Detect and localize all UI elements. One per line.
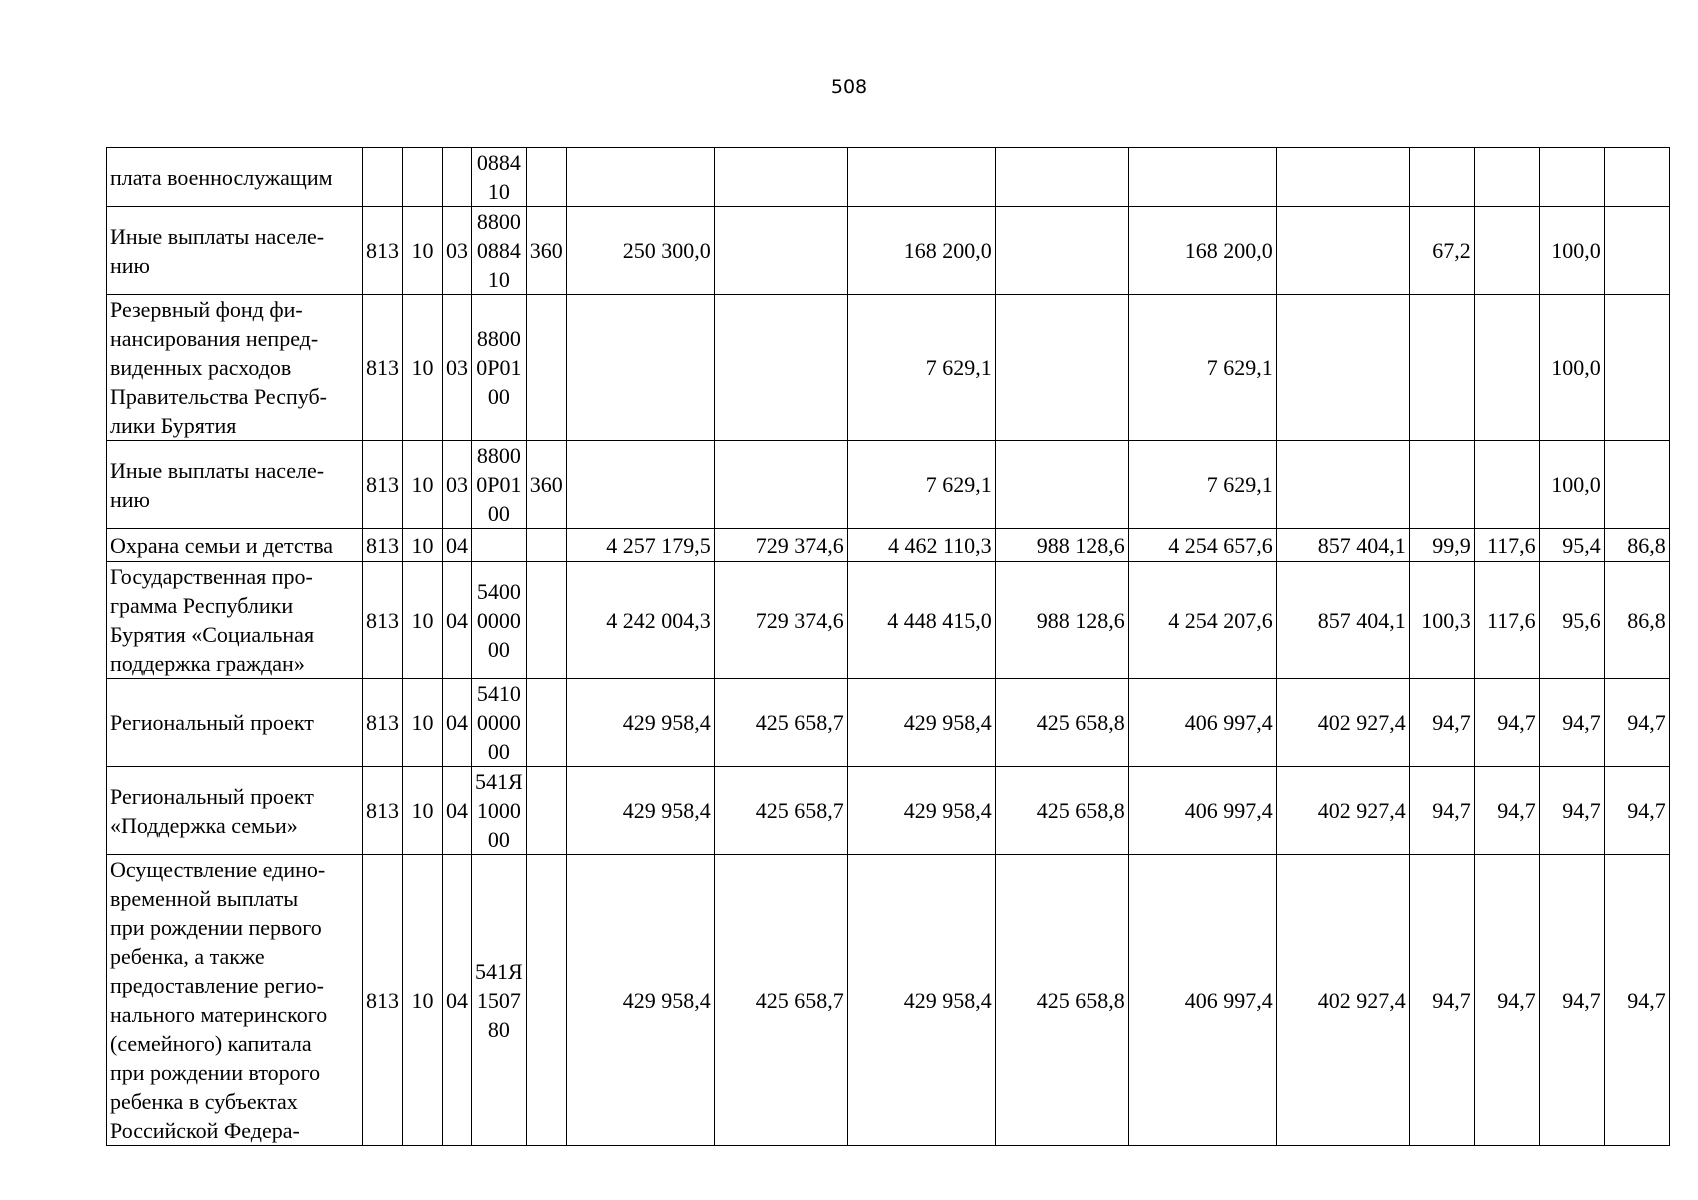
- target-article-code: 8800 0Р01 00: [472, 441, 527, 529]
- amount-1: [566, 441, 714, 529]
- amount-4: 425 658,8: [995, 679, 1128, 767]
- table-row: [107, 679, 1670, 767]
- expense-type-code: [526, 295, 566, 441]
- percent-1: 94,7: [1409, 679, 1474, 767]
- amount-1: 250 300,0: [566, 207, 714, 295]
- percent-3: 94,7: [1539, 767, 1604, 855]
- amount-4: [995, 295, 1128, 441]
- section-code: 10: [403, 295, 443, 441]
- section-code: 10: [403, 767, 443, 855]
- section-code: 10: [403, 441, 443, 529]
- amount-4: [995, 441, 1128, 529]
- amount-5: 406 997,4: [1128, 767, 1276, 855]
- percent-1: 100,3: [1409, 562, 1474, 679]
- expense-type-code: [526, 767, 566, 855]
- row-name: Резервный фонд фи- нансирования непред- виденных расходов Правительства Респуб- лики Бурятия: [107, 295, 363, 441]
- amount-5: 4 254 207,6: [1128, 562, 1276, 679]
- subsection-code: 04: [443, 562, 472, 679]
- grbs-code: 813: [363, 855, 403, 1146]
- row-name: Охрана семьи и детства: [107, 529, 363, 562]
- percent-3: [1539, 148, 1604, 207]
- amount-4: [995, 148, 1128, 207]
- amount-2: [714, 148, 847, 207]
- table-row: [107, 767, 1670, 855]
- percent-4: 86,8: [1604, 562, 1669, 679]
- amount-3: 4 448 415,0: [847, 562, 995, 679]
- target-article-code: [472, 529, 527, 562]
- amount-6: [1276, 295, 1409, 441]
- percent-4: [1604, 148, 1669, 207]
- subsection-code: 03: [443, 441, 472, 529]
- amount-2: [714, 295, 847, 441]
- amount-3: 168 200,0: [847, 207, 995, 295]
- amount-1: [566, 295, 714, 441]
- target-article-code: 8800 0Р01 00: [472, 295, 527, 441]
- target-article-code: 0884 10: [472, 148, 527, 207]
- table-row: [107, 207, 1670, 295]
- subsection-code: 03: [443, 207, 472, 295]
- amount-2: [714, 441, 847, 529]
- percent-3: 94,7: [1539, 679, 1604, 767]
- amount-1: 429 958,4: [566, 855, 714, 1146]
- row-name: Осуществление едино- временной выплаты при рождении первого ребенка, а также предоставление регио- нального материнского (семейного) капитала при рождении второго ребенка в субъектах Российской Федера-: [107, 855, 363, 1146]
- amount-6: [1276, 441, 1409, 529]
- table-row: [107, 148, 1670, 207]
- grbs-code: 813: [363, 441, 403, 529]
- amount-3: 429 958,4: [847, 767, 995, 855]
- table-row: [107, 295, 1670, 441]
- grbs-code: 813: [363, 295, 403, 441]
- grbs-code: 813: [363, 562, 403, 679]
- amount-5: 7 629,1: [1128, 441, 1276, 529]
- amount-3: [847, 148, 995, 207]
- expense-type-code: [526, 562, 566, 679]
- grbs-code: 813: [363, 207, 403, 295]
- table-row: [107, 529, 1670, 562]
- section-code: 10: [403, 207, 443, 295]
- amount-6: 857 404,1: [1276, 562, 1409, 679]
- subsection-code: 03: [443, 295, 472, 441]
- target-article-code: 8800 0884 10: [472, 207, 527, 295]
- amount-4: [995, 207, 1128, 295]
- percent-2: [1474, 148, 1539, 207]
- subsection-code: 04: [443, 767, 472, 855]
- percent-1: [1409, 441, 1474, 529]
- amount-1: 4 257 179,5: [566, 529, 714, 562]
- row-name: Региональный проект: [107, 679, 363, 767]
- amount-2: [714, 207, 847, 295]
- grbs-code: [363, 148, 403, 207]
- percent-4: 94,7: [1604, 679, 1669, 767]
- grbs-code: 813: [363, 529, 403, 562]
- section-code: 10: [403, 529, 443, 562]
- amount-1: 429 958,4: [566, 679, 714, 767]
- expense-type-code: [526, 529, 566, 562]
- percent-2: 117,6: [1474, 562, 1539, 679]
- subsection-code: 04: [443, 855, 472, 1146]
- section-code: 10: [403, 855, 443, 1146]
- row-name: Региональный проект «Поддержка семьи»: [107, 767, 363, 855]
- amount-1: 4 242 004,3: [566, 562, 714, 679]
- budget-table: [106, 147, 1670, 1146]
- percent-4: 94,7: [1604, 855, 1669, 1146]
- section-code: [403, 148, 443, 207]
- amount-3: 429 958,4: [847, 855, 995, 1146]
- percent-1: [1409, 148, 1474, 207]
- table-row: [107, 441, 1670, 529]
- amount-5: 168 200,0: [1128, 207, 1276, 295]
- amount-2: 729 374,6: [714, 562, 847, 679]
- percent-3: 100,0: [1539, 207, 1604, 295]
- subsection-code: 04: [443, 529, 472, 562]
- amount-1: [566, 148, 714, 207]
- amount-6: 402 927,4: [1276, 767, 1409, 855]
- percent-2: 94,7: [1474, 679, 1539, 767]
- amount-3: 4 462 110,3: [847, 529, 995, 562]
- amount-6: [1276, 148, 1409, 207]
- percent-2: 94,7: [1474, 767, 1539, 855]
- percent-1: 99,9: [1409, 529, 1474, 562]
- amount-5: 406 997,4: [1128, 855, 1276, 1146]
- amount-4: 425 658,8: [995, 855, 1128, 1146]
- amount-5: 406 997,4: [1128, 679, 1276, 767]
- expense-type-code: 360: [526, 207, 566, 295]
- target-article-code: 541Я 1000 00: [472, 767, 527, 855]
- amount-2: 425 658,7: [714, 679, 847, 767]
- percent-4: [1604, 295, 1669, 441]
- percent-1: 94,7: [1409, 767, 1474, 855]
- page-number: 508: [830, 76, 868, 98]
- percent-2: 94,7: [1474, 855, 1539, 1146]
- target-article-code: 5400 0000 00: [472, 562, 527, 679]
- amount-3: 429 958,4: [847, 679, 995, 767]
- row-name: Иные выплаты населе- нию: [107, 441, 363, 529]
- percent-4: [1604, 207, 1669, 295]
- row-name: Иные выплаты населе- нию: [107, 207, 363, 295]
- row-name: плата военнослужащим: [107, 148, 363, 207]
- grbs-code: 813: [363, 767, 403, 855]
- percent-3: 94,7: [1539, 855, 1604, 1146]
- percent-1: 94,7: [1409, 855, 1474, 1146]
- row-name: Государственная про- грамма Республики Бурятия «Социальная поддержка граждан»: [107, 562, 363, 679]
- amount-6: 402 927,4: [1276, 679, 1409, 767]
- amount-5: 7 629,1: [1128, 295, 1276, 441]
- amount-4: 425 658,8: [995, 767, 1128, 855]
- expense-type-code: [526, 855, 566, 1146]
- amount-5: [1128, 148, 1276, 207]
- percent-2: [1474, 295, 1539, 441]
- amount-6: 402 927,4: [1276, 855, 1409, 1146]
- target-article-code: 541Я 1507 80: [472, 855, 527, 1146]
- amount-4: 988 128,6: [995, 562, 1128, 679]
- amount-2: 425 658,7: [714, 855, 847, 1146]
- expense-type-code: [526, 679, 566, 767]
- target-article-code: 5410 0000 00: [472, 679, 527, 767]
- percent-4: 94,7: [1604, 767, 1669, 855]
- percent-3: 100,0: [1539, 295, 1604, 441]
- subsection-code: 04: [443, 679, 472, 767]
- subsection-code: [443, 148, 472, 207]
- expense-type-code: [526, 148, 566, 207]
- percent-3: 100,0: [1539, 441, 1604, 529]
- amount-3: 7 629,1: [847, 441, 995, 529]
- expense-type-code: 360: [526, 441, 566, 529]
- amount-3: 7 629,1: [847, 295, 995, 441]
- amount-5: 4 254 657,6: [1128, 529, 1276, 562]
- amount-6: [1276, 207, 1409, 295]
- amount-2: 425 658,7: [714, 767, 847, 855]
- percent-2: [1474, 207, 1539, 295]
- amount-2: 729 374,6: [714, 529, 847, 562]
- percent-1: [1409, 295, 1474, 441]
- percent-2: 117,6: [1474, 529, 1539, 562]
- section-code: 10: [403, 562, 443, 679]
- percent-3: 95,4: [1539, 529, 1604, 562]
- percent-2: [1474, 441, 1539, 529]
- percent-4: [1604, 441, 1669, 529]
- percent-3: 95,6: [1539, 562, 1604, 679]
- table-row: [107, 562, 1670, 679]
- amount-4: 988 128,6: [995, 529, 1128, 562]
- amount-1: 429 958,4: [566, 767, 714, 855]
- amount-6: 857 404,1: [1276, 529, 1409, 562]
- percent-1: 67,2: [1409, 207, 1474, 295]
- section-code: 10: [403, 679, 443, 767]
- percent-4: 86,8: [1604, 529, 1669, 562]
- grbs-code: 813: [363, 679, 403, 767]
- table-row: [107, 855, 1670, 1146]
